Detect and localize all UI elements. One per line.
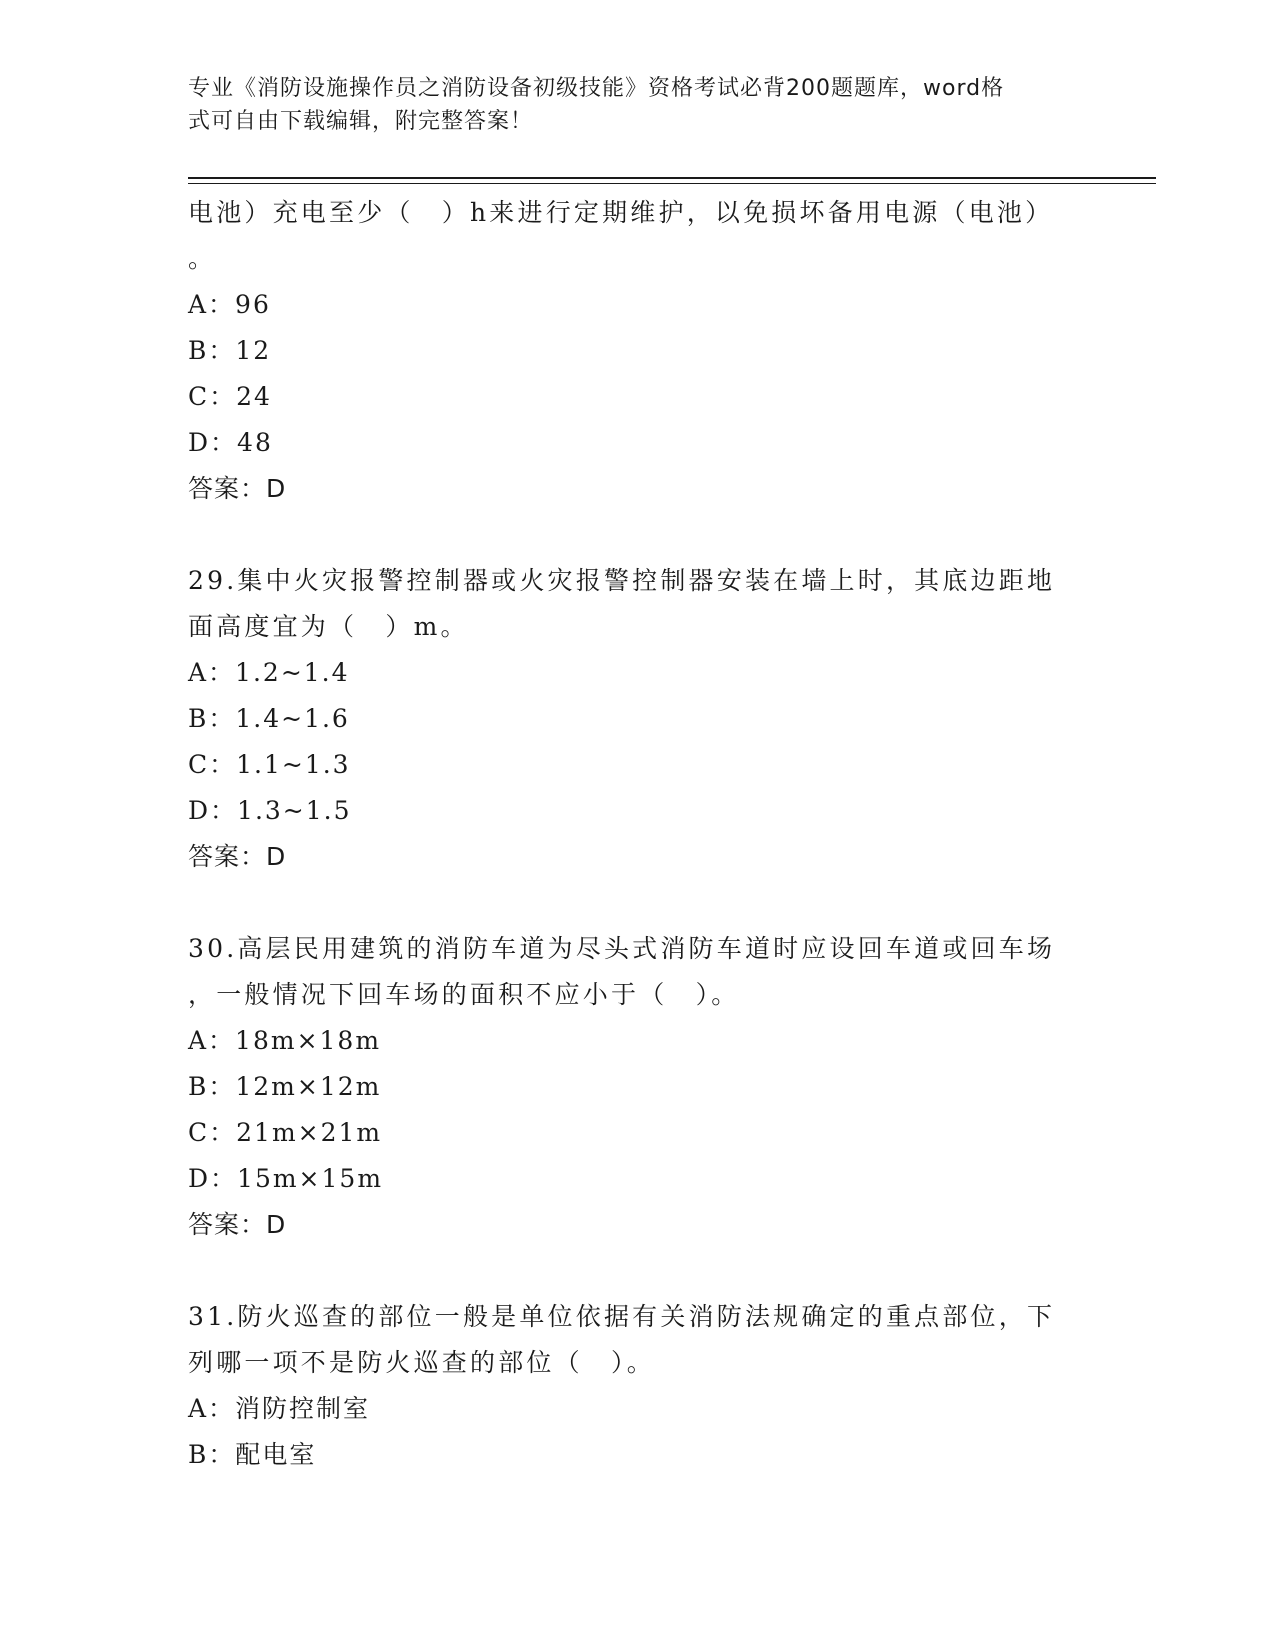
option-d: D：15m×15m	[188, 1164, 384, 1193]
option-a: A：18m×18m	[188, 1026, 382, 1055]
option-d: D：48	[188, 428, 273, 457]
question-text: 30.高层民用建筑的消防车道为尽头式消防车道时应设回车道或回车场	[188, 934, 1056, 963]
spacer	[188, 512, 1088, 558]
question-31	[188, 1294, 1088, 1478]
answer: 答案：D	[188, 842, 287, 871]
option-c: C：1.1~1.3	[188, 750, 351, 779]
header-line-1: 专业《消防设施操作员之消防设备初级技能》资格考试必背200题题库，word格	[188, 76, 1005, 101]
option-d: D：1.3~1.5	[188, 796, 352, 825]
option-b: B：12	[188, 336, 272, 365]
header-divider-thick	[188, 177, 1156, 179]
question-29	[188, 558, 1088, 880]
answer: 答案：D	[188, 474, 287, 503]
question-text: 31.防火巡查的部位一般是单位依据有关消防法规确定的重点部位，下	[188, 1302, 1056, 1331]
option-c: C：24	[188, 382, 272, 411]
option-b: B：12m×12m	[188, 1072, 382, 1101]
spacer	[188, 880, 1088, 926]
question-text: 。	[188, 244, 217, 273]
question-text: 列哪一项不是防火巡查的部位（ ）。	[188, 1348, 655, 1377]
question-text: 电池）充电至少（ ）h来进行定期维护，以免损坏备用电源（电池）	[188, 198, 1054, 227]
header-divider-thin	[188, 183, 1156, 184]
question-list	[188, 190, 1088, 1478]
document-header	[188, 72, 1088, 138]
option-a: A：消防控制室	[188, 1394, 371, 1423]
option-a: A：1.2~1.4	[188, 658, 350, 687]
question-30	[188, 926, 1088, 1248]
question-text: 面高度宜为（ ）m。	[188, 612, 469, 641]
question-text: ，一般情况下回车场的面积不应小于（ ）。	[188, 980, 740, 1009]
option-b: B：1.4~1.6	[188, 704, 350, 733]
option-c: C：21m×21m	[188, 1118, 383, 1147]
option-b: B：配电室	[188, 1440, 317, 1469]
spacer	[188, 1248, 1088, 1294]
question-text: 29.集中火灾报警控制器或火灾报警控制器安装在墙上时，其底边距地	[188, 566, 1056, 595]
question-28	[188, 190, 1088, 512]
answer: 答案：D	[188, 1210, 287, 1239]
option-a: A：96	[188, 290, 271, 319]
header-line-2: 式可自由下载编辑，附完整答案！	[188, 109, 534, 134]
